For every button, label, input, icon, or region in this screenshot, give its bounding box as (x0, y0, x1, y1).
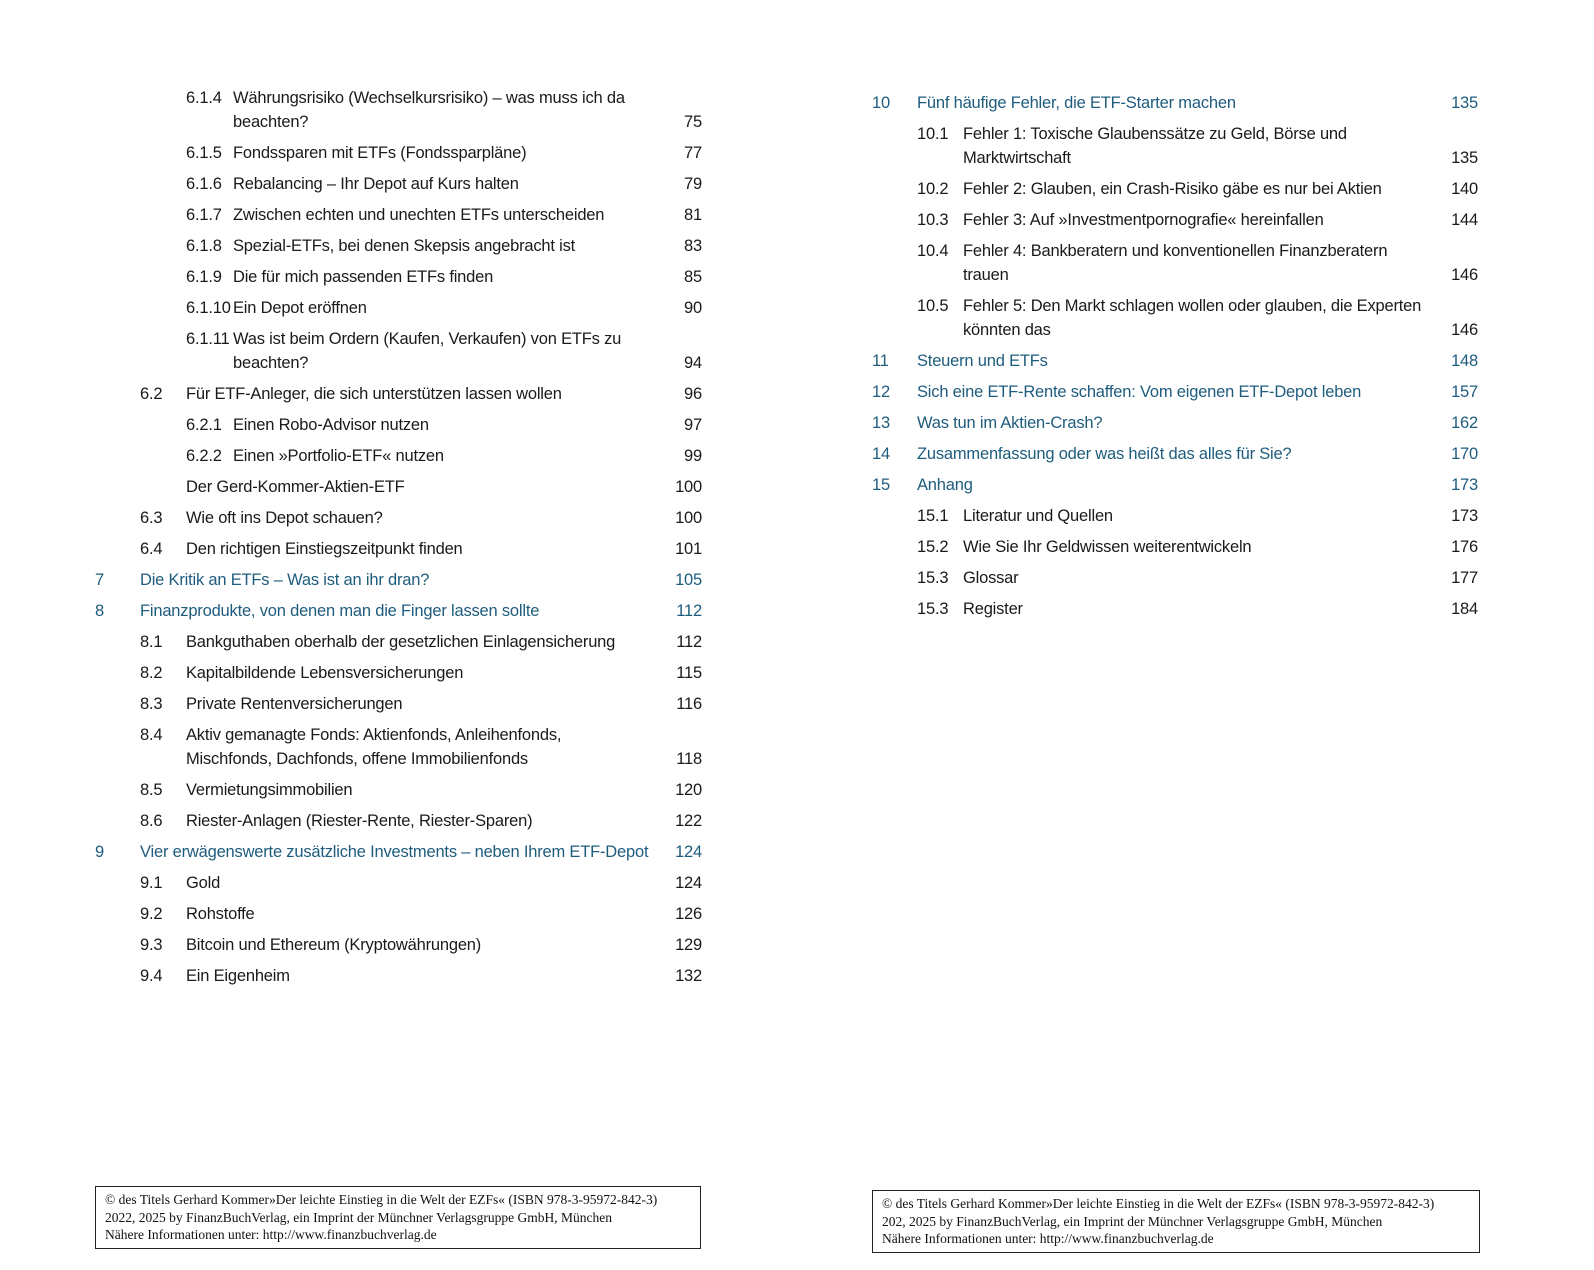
toc-entry-label: Bankguthaben oberhalb der gesetzlichen Einlagensicherung (186, 633, 616, 651)
toc-entry-label: Fünf häufige Fehler, die ETF-Starter machen (917, 94, 1236, 112)
toc-entry-label: Fehler 3: Auf »Investmentpornografie« hereinfallen (963, 211, 1324, 229)
toc-entry-label: Einen Robo-Advisor nutzen (233, 416, 429, 434)
toc-entry-page: 85 (684, 268, 702, 286)
toc-entry (872, 208, 1478, 232)
toc-entry (872, 380, 1478, 404)
toc-entry-page: 105 (675, 571, 702, 589)
toc-entry-label: Was tun im Aktien-Crash? (917, 414, 1103, 432)
toc-entry (95, 964, 702, 988)
toc-entry-label: Einen »Portfolio-ETF« nutzen (233, 447, 444, 465)
toc-entry-number: 15 (872, 476, 890, 494)
toc-entry-number: 11 (872, 352, 889, 370)
toc-entry (95, 778, 702, 802)
toc-entry (872, 504, 1478, 528)
toc-entry-label: Fehler 2: Glauben, ein Crash-Risiko gäbe es nur bei Aktien (963, 180, 1382, 198)
toc-entry-page: 83 (684, 237, 702, 255)
toc-entry (95, 840, 702, 864)
toc-entry-label: Literatur und Quellen (963, 507, 1113, 525)
toc-entry-number: 15.3 (917, 600, 949, 618)
toc-entry (95, 265, 702, 289)
toc-entry-page: 124 (675, 843, 702, 861)
toc-entry-page: 79 (684, 175, 702, 193)
toc-entry-page: 176 (1451, 538, 1478, 556)
toc-entry-label: Glossar (963, 569, 1019, 587)
toc-entry-number: 15.1 (917, 507, 949, 525)
toc-entry-label: Rebalancing – Ihr Depot auf Kurs halten (233, 175, 519, 193)
toc-entry (95, 902, 702, 926)
toc-entry-page: 148 (1451, 352, 1478, 370)
toc-entry-number: 6.4 (140, 540, 163, 558)
toc-entry-label: Steuern und ETFs (917, 352, 1048, 370)
toc-entry-label: Anhang (917, 476, 973, 494)
toc-entry-page: 112 (676, 633, 702, 651)
toc-entry-page: 118 (676, 750, 702, 768)
toc-entry-number: 6.3 (140, 509, 163, 527)
toc-entry-page: 115 (676, 664, 702, 682)
toc-entry-page: 100 (675, 509, 702, 527)
toc-entry-label: Aktiv gemanagte Fonds: Aktienfonds, Anleihenfonds, Mischfonds, Dachfonds, offene Immobilienfonds (186, 726, 562, 768)
toc-entry-page: 162 (1451, 414, 1478, 432)
toc-entry-page: 146 (1451, 321, 1478, 339)
toc-entry-label: Private Rentenversicherungen (186, 695, 403, 713)
toc-entry (95, 475, 702, 499)
toc-entry-number: 10.3 (917, 211, 949, 229)
toc-entry-label: Fondssparen mit ETFs (Fondssparpläne) (233, 144, 527, 162)
toc-entry-page: 112 (676, 602, 702, 620)
toc-entry-page: 97 (684, 416, 702, 434)
toc-entry-page: 120 (675, 781, 702, 799)
toc-entry-label: Die für mich passenden ETFs finden (233, 268, 494, 286)
toc-entry-number: 8.2 (140, 664, 163, 682)
toc-entry-number: 10.4 (917, 242, 949, 260)
toc-entry-label: Finanzprodukte, von denen man die Finger lassen sollte (140, 602, 540, 620)
toc-entry-number: 10.1 (917, 125, 949, 143)
toc-entry (872, 535, 1478, 559)
toc-entry-label: Vier erwägenswerte zusätzliche Investments – neben Ihrem ETF-Depot (140, 843, 649, 861)
toc-entry (872, 349, 1478, 373)
toc-entry-page: 126 (675, 905, 702, 923)
toc-entry (872, 122, 1478, 170)
toc-right-column (872, 86, 1478, 628)
toc-entry-number: 9.4 (140, 967, 163, 985)
footer-copyright-line: © des Titels Gerhard Kommer»Der leichte Einstieg in die Welt der EZFs« (ISBN 978-3-95972-842-3) (882, 1196, 1435, 1211)
toc-entry-label: Der Gerd-Kommer-Aktien-ETF (186, 478, 405, 496)
toc-entry-page: 173 (1451, 507, 1478, 525)
toc-entry-label: Kapitalbildende Lebensversicherungen (186, 664, 464, 682)
toc-entry-label: Was ist beim Ordern (Kaufen, Verkaufen) von ETFs zu beachten? (233, 330, 622, 372)
toc-entry-number: 6.1.5 (186, 144, 222, 162)
toc-entry-page: 77 (684, 144, 702, 162)
toc-entry (872, 177, 1478, 201)
toc-entry (95, 506, 702, 530)
toc-entry (95, 296, 702, 320)
toc-entry-number: 13 (872, 414, 890, 432)
toc-entry-page: 116 (676, 695, 702, 713)
toc-entry-number: 9.2 (140, 905, 163, 923)
toc-entry-page: 122 (675, 812, 702, 830)
toc-entry-label: Riester-Anlagen (Riester-Rente, Riester-Sparen) (186, 812, 533, 830)
toc-entry-number: 9.1 (140, 874, 163, 892)
toc-entry-label: Spezial-ETFs, bei denen Skepsis angebracht ist (233, 237, 576, 255)
toc-entry-label: Die Kritik an ETFs – Was ist an ihr dran? (140, 571, 430, 589)
copyright-footer-left (95, 1186, 701, 1249)
toc-entry-page: 94 (684, 354, 702, 372)
toc-entry-number: 14 (872, 445, 890, 463)
toc-entry-label: Für ETF-Anleger, die sich unterstützen lassen wollen (186, 385, 562, 403)
toc-left-column (95, 86, 702, 995)
toc-entry-label: Fehler 4: Bankberatern und konventionellen Finanzberatern trauen (963, 242, 1388, 284)
toc-entry-number: 12 (872, 383, 890, 401)
toc-entry (95, 537, 702, 561)
toc-entry (95, 86, 702, 134)
footer-copyright-line: © des Titels Gerhard Kommer»Der leichte Einstieg in die Welt der EZFs« (ISBN 978-3-95972-842-3) (105, 1192, 658, 1207)
toc-entry-number: 6.1.4 (186, 89, 222, 107)
toc-entry (95, 203, 702, 227)
toc-entry (95, 933, 702, 957)
toc-entry (95, 809, 702, 833)
toc-entry-number: 15.2 (917, 538, 949, 556)
toc-entry-label: Sich eine ETF-Rente schaffen: Vom eigenen ETF-Depot leben (917, 383, 1362, 401)
toc-entry-label: Wie oft ins Depot schauen? (186, 509, 383, 527)
toc-entry (95, 661, 702, 685)
toc-entry (95, 599, 702, 623)
toc-entry-number: 8.1 (140, 633, 163, 651)
toc-entry-label: Wie Sie Ihr Geldwissen weiterentwickeln (963, 538, 1252, 556)
toc-entry-number: 6.1.7 (186, 206, 222, 224)
toc-entry-number: 6.2 (140, 385, 163, 403)
toc-entry (95, 871, 702, 895)
toc-entry (95, 568, 702, 592)
toc-entry-page: 124 (675, 874, 702, 892)
toc-entry (95, 444, 702, 468)
toc-entry-number: 15.3 (917, 569, 949, 587)
toc-entry-number: 6.1.10 (186, 299, 231, 317)
copyright-footer-right (872, 1190, 1480, 1253)
toc-entry-page: 81 (684, 206, 702, 224)
toc-entry-label: Zusammenfassung oder was heißt das alles für Sie? (917, 445, 1292, 463)
toc-entry-number: 7 (95, 571, 104, 589)
toc-entry-label: Ein Depot eröffnen (233, 299, 367, 317)
toc-entry (872, 91, 1478, 115)
toc-entry-number: 6.1.6 (186, 175, 222, 193)
toc-entry-number: 6.1.8 (186, 237, 222, 255)
toc-entry (95, 327, 702, 375)
toc-entry (872, 239, 1478, 287)
toc-entry (95, 382, 702, 406)
toc-entry-page: 140 (1451, 180, 1478, 198)
toc-entry-page: 144 (1451, 211, 1478, 229)
toc-entry-number: 10.2 (917, 180, 949, 198)
toc-entry-label: Vermietungsimmobilien (186, 781, 353, 799)
toc-entry-page: 101 (675, 540, 702, 558)
toc-entry (872, 442, 1478, 466)
toc-entry-page: 135 (1451, 149, 1478, 167)
toc-entry-label: Währungsrisiko (Wechselkursrisiko) – was muss ich da beachten? (233, 89, 625, 131)
toc-entry-page: 129 (675, 936, 702, 954)
toc-entry-page: 146 (1451, 266, 1478, 284)
toc-entry-page: 170 (1451, 445, 1478, 463)
toc-entry-number: 9.3 (140, 936, 163, 954)
toc-entry (95, 172, 702, 196)
toc-entry-page: 96 (684, 385, 702, 403)
toc-entry-label: Zwischen echten und unechten ETFs unterscheiden (233, 206, 605, 224)
toc-entry-number: 6.1.9 (186, 268, 222, 286)
toc-entry-label: Ein Eigenheim (186, 967, 290, 985)
toc-entry (95, 630, 702, 654)
toc-entry-page: 173 (1451, 476, 1478, 494)
footer-url-line: Nähere Informationen unter: http://www.finanzbuchverlag.de (105, 1227, 437, 1242)
toc-entry-page: 75 (684, 113, 702, 131)
toc-entry-label: Rohstoffe (186, 905, 255, 923)
footer-url-line: Nähere Informationen unter: http://www.finanzbuchverlag.de (882, 1231, 1214, 1246)
toc-entry (872, 294, 1478, 342)
toc-entry (95, 413, 702, 437)
toc-entry-number: 6.2.2 (186, 447, 222, 465)
toc-entry (872, 411, 1478, 435)
toc-entry-number: 8 (95, 602, 104, 620)
toc-entry-number: 10.5 (917, 297, 949, 315)
toc-entry-page: 132 (675, 967, 702, 985)
toc-entry (872, 566, 1478, 590)
toc-entry-label: Den richtigen Einstiegszeitpunkt finden (186, 540, 463, 558)
toc-entry-number: 8.6 (140, 812, 163, 830)
toc-entry (95, 692, 702, 716)
toc-entry-number: 8.5 (140, 781, 163, 799)
toc-entry-label: Bitcoin und Ethereum (Kryptowährungen) (186, 936, 482, 954)
toc-entry-label: Fehler 5: Den Markt schlagen wollen oder glauben, die Experten könnten das (963, 297, 1422, 339)
toc-entry-page: 135 (1451, 94, 1478, 112)
toc-entry-page: 157 (1451, 383, 1478, 401)
toc-entry-label: Register (963, 600, 1023, 618)
toc-entry-page: 90 (684, 299, 702, 317)
toc-entry (872, 597, 1478, 621)
toc-entry-number: 6.1.11 (186, 330, 230, 348)
toc-entry-page: 99 (684, 447, 702, 465)
toc-entry-number: 8.3 (140, 695, 163, 713)
toc-entry-page: 100 (675, 478, 702, 496)
toc-entry-label: Gold (186, 874, 221, 892)
toc-entry (95, 723, 702, 771)
toc-entry-number: 9 (95, 843, 104, 861)
toc-entry-number: 10 (872, 94, 890, 112)
toc-entry (95, 234, 702, 258)
toc-entry-label: Fehler 1: Toxische Glaubenssätze zu Geld, Börse und Marktwirtschaft (963, 125, 1347, 167)
footer-publisher-line: 202, 2025 by FinanzBuchVerlag, ein Imprint der Münchner Verlagsgruppe GmbH, München (882, 1213, 1383, 1229)
footer-publisher-line: 2022, 2025 by FinanzBuchVerlag, ein Imprint der Münchner Verlagsgruppe GmbH, München (105, 1209, 613, 1225)
toc-entry-number: 6.2.1 (186, 416, 222, 434)
toc-entry (872, 473, 1478, 497)
toc-entry (95, 141, 702, 165)
toc-entry-number: 8.4 (140, 726, 163, 744)
toc-entry-page: 177 (1451, 569, 1478, 587)
toc-entry-page: 184 (1451, 600, 1478, 618)
